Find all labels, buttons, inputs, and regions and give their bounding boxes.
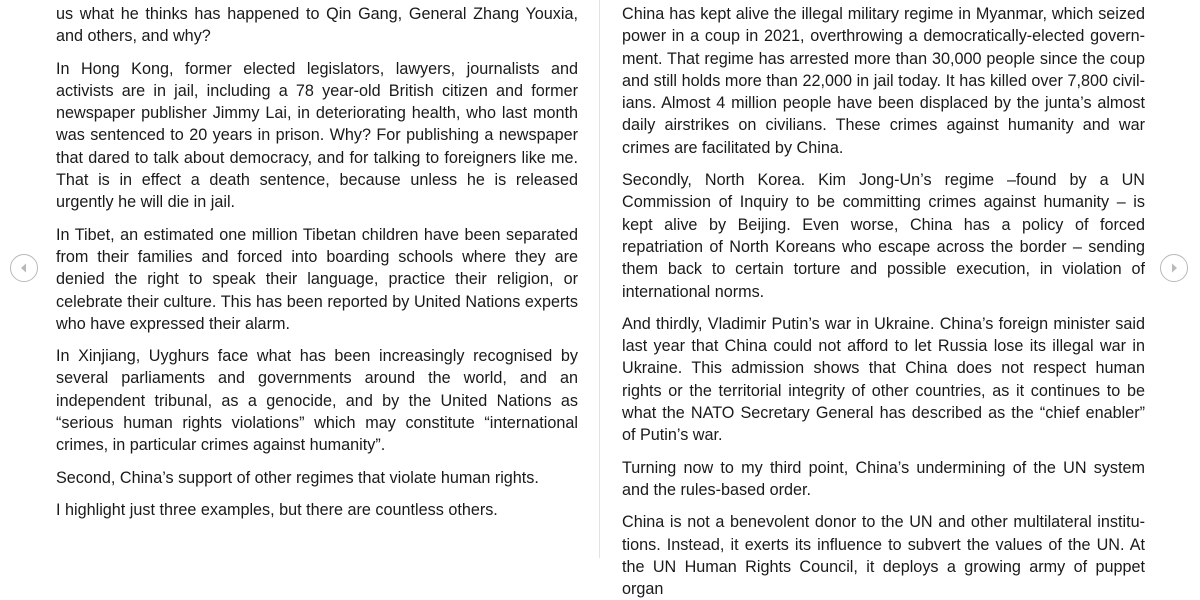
paragraph: China is not a benevolent donor to the UN and other multilateral institutions. Instead, it exerts its influence to subvert the values of the UN. At the UN Human Rights Council, it deploys a growing army of puppet organ [622, 513, 1145, 599]
paragraph: Secondly, North Korea. Kim Jong-Un’s regime –found by a UN Commission of Inquiry to be committing crimes against humanity – is kept alive by Beijing. Even worse, China has a policy of forced repatriation of North Koreans who escape across the border – sending them back to certain torture and possible execution, in violation of international norms. [622, 171, 1145, 301]
paragraph: I highlight just three examples, but there are countless others. [56, 500, 498, 519]
paragraph: In Tibet, an estimated one million Tibetan children have been separated from their families and forced into boarding schools where they are denied the right to speak their language, practice their religion, or celebrate their culture. This has been reported by United Nations experts who have expressed their alarm. [56, 225, 578, 333]
page-divider [599, 0, 600, 558]
paragraph: In Hong Kong, former elected legislators, lawyers, journalists and activists are in jail, including a 78 year-old British citizen and former newspaper publisher Jimmy Lai, in deteriorating health, who last month was sentenced to 20 years in prison. Why? For publishing a newspaper that dared to talk about democracy, and for talking to foreigners like me. That is in effect a death sentence, because unless he is released urgently he will die in jail. [56, 59, 578, 212]
chevron-left-icon [18, 262, 30, 274]
paragraph: Second, China’s support of other regimes that violate human rights. [56, 468, 539, 487]
previous-page-button[interactable] [10, 254, 38, 282]
paragraph: Turning now to my third point, China’s undermining of the UN system and the rules-based order. [622, 458, 1145, 499]
paragraph: In Xinjiang, Uyghurs face what has been increasingly recognised by several parliaments and governments around the world, and an independent tribunal, as a genocide, and by the United Nations as “serious human rights violations” which may constitute “international crimes, in particular crimes against humanity”. [56, 347, 578, 455]
right-page [622, 0, 1145, 599]
left-page [56, 0, 578, 558]
paragraph: And thirdly, Vladimir Putin’s war in Ukraine. China’s foreign minister said last year that China could not afford to let Russia lose its illegal war in Ukraine. This admission shows that China does not respect human rights or the territorial integrity of other countries, as it continues to be what the NATO Secretary General has described as the “chief enabler” of Putin’s war. [622, 314, 1145, 445]
paragraph: China has kept alive the illegal military regime in Myanmar, which seized power in a coup in 2021, overthrowing a democratically-elected government. That regime has arrested more than 30,000 people since the coup and still holds more than 22,000 in jail today. It has killed over 7,800 civilians. Almost 4 million people have been displaced by the junta’s almost daily airstrikes on civilians. These crimes against humanity and war crimes are facilitated by China. [622, 5, 1145, 157]
next-page-button[interactable] [1160, 254, 1188, 282]
chevron-right-icon [1168, 262, 1180, 274]
paragraph: us what he thinks has happened to Qin Gang, General Zhang Youxia, and others, and why? [56, 5, 578, 46]
